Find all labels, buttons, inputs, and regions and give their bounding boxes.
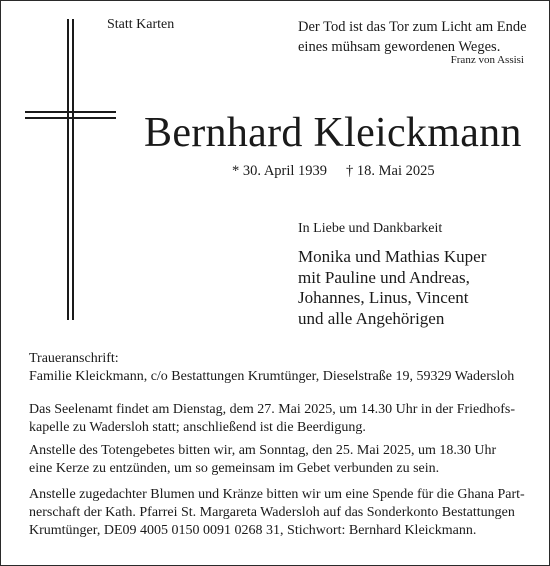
address-label: Traueranschrift:: [29, 351, 119, 366]
notice-line: nerschaft der Kath. Pfarrei St. Margareta Wadersloh auf das Sonderkonto Bestattungen: [29, 505, 515, 520]
mourner-line: Monika und Mathias Kuper: [298, 247, 487, 266]
cross-horizontal-bar: [25, 111, 116, 113]
mourner-line: und alle Angehörigen: [298, 308, 445, 328]
prayer-notice: [29, 442, 521, 478]
notice-line: Anstelle des Totengebetes bitten wir, am Sonntag, den 25. Mai 2025, um 18.30 Uhr: [29, 443, 497, 458]
address-block: [29, 350, 521, 386]
cross-horizontal-bar: [25, 117, 116, 119]
quote-line: Der Tod ist das Tor zum Licht am Ende: [298, 19, 527, 35]
quote-line: eines mühsam gewordenen Weges.: [298, 39, 501, 55]
cross-vertical-bar: [67, 19, 69, 320]
quote: [298, 17, 527, 57]
death-date: † 18. Mai 2025: [346, 163, 435, 179]
notice-line: Anstelle zugedachter Blumen und Kränze bitten wir um eine Spende für die Ghana Part-: [29, 487, 525, 502]
notice-line: eine Kerze zu entzünden, um so gemeinsam im Gebet verbunden zu sein.: [29, 461, 440, 476]
cross-vertical-bar: [72, 19, 74, 320]
requiem-notice: [29, 401, 521, 437]
deceased-name: Bernhard Kleickmann: [144, 110, 522, 156]
mourners-list: [298, 247, 486, 329]
quote-author: Franz von Assisi: [450, 54, 524, 66]
notice-line: kapelle zu Wadersloh statt; anschließend ist die Beerdigung.: [29, 420, 366, 435]
mourners-intro: In Liebe und Dankbarkeit: [298, 221, 443, 236]
birth-date: * 30. April 1939: [232, 163, 328, 179]
notice-line: Das Seelenamt findet am Dienstag, dem 27. Mai 2025, um 14.30 Uhr in der Friedhofs-: [29, 402, 516, 417]
address-line: Familie Kleickmann, c/o Bestattungen Krumtünger, Dieselstraße 19, 59329 Wadersloh: [29, 369, 515, 384]
mourner-line: Johannes, Linus, Vincent: [298, 288, 469, 307]
notice-line: Krumtünger, DE09 4005 0150 0091 0268 31, Stichwort: Bernhard Kleickmann.: [29, 523, 477, 538]
donation-notice: [29, 486, 525, 540]
mourner-line: mit Pauline und Andreas,: [298, 267, 470, 287]
statt-karten-label: Statt Karten: [107, 17, 175, 32]
